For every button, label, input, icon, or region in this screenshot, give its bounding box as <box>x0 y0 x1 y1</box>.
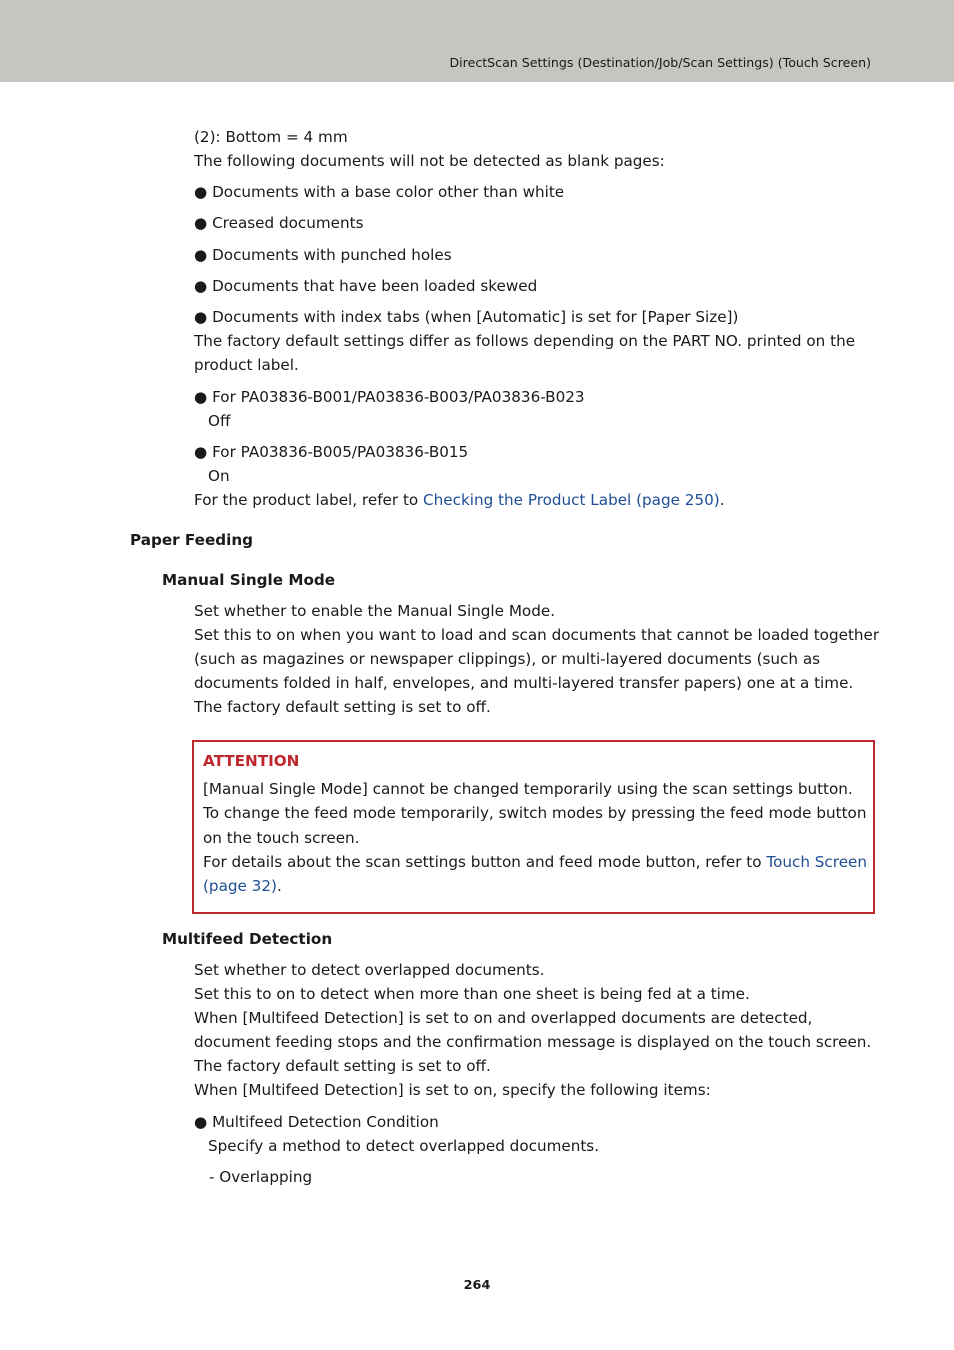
attention-details-suffix: . <box>276 877 282 895</box>
multifeed-text: document feeding stops and the confirmation message is displayed on the touch screen. <box>194 1033 872 1051</box>
part-number-b-value: On <box>208 467 230 485</box>
manual-single-text: (such as magazines or newspaper clippings), or multi-layered documents (such as <box>194 650 821 668</box>
multifeed-condition-desc: Specify a method to detect overlapped documents. <box>208 1137 600 1155</box>
multifeed-condition-item: ● Multifeed Detection Condition <box>194 1113 439 1131</box>
page-number: 264 <box>463 1278 491 1293</box>
attention-text: To change the feed mode temporarily, switch modes by pressing the feed mode button <box>203 804 867 822</box>
product-label-suffix: . <box>719 491 725 509</box>
attention-text: [Manual Single Mode] cannot be changed temporarily using the scan settings button. <box>203 780 853 798</box>
list-item: ● Documents with index tabs (when [Automatic] is set for [Paper Size]) <box>194 308 739 326</box>
list-item: ● Creased documents <box>194 214 364 232</box>
multifeed-detection-heading: Multifeed Detection <box>162 930 333 948</box>
attention-title: ATTENTION <box>203 752 300 770</box>
factory-default-text-cont: product label. <box>194 356 299 374</box>
factory-default-text: The factory default settings differ as follows depending on the PART NO. printed on the <box>194 332 856 350</box>
part-number-a: ● For PA03836-B001/PA03836-B003/PA03836-B023 <box>194 388 585 406</box>
page-header <box>0 0 954 82</box>
touch-screen-link[interactable]: Touch Screen <box>766 853 868 871</box>
attention-details-prefix: For details about the scan settings button and feed mode button, refer to <box>203 853 767 871</box>
attention-details <box>203 850 867 874</box>
manual-single-text: documents folded in half, envelopes, and multi-layered transfer papers) one at a time. <box>194 674 854 692</box>
manual-single-text: Set this to on when you want to load and scan documents that cannot be loaded together <box>194 626 880 644</box>
list-item: ● Documents with punched holes <box>194 246 452 264</box>
part-number-a-value: Off <box>208 412 231 430</box>
multifeed-condition-option: - Overlapping <box>209 1168 313 1186</box>
paper-feeding-heading: Paper Feeding <box>130 531 254 549</box>
manual-single-text: Set whether to enable the Manual Single Mode. <box>194 602 556 620</box>
multifeed-text: Set whether to detect overlapped documents. <box>194 961 545 979</box>
header-title: DirectScan Settings (Destination/Job/Scan Settings) (Touch Screen) <box>449 55 871 70</box>
product-label-link[interactable]: Checking the Product Label (page 250) <box>423 491 720 509</box>
not-detected-intro: The following documents will not be detected as blank pages: <box>194 152 665 170</box>
multifeed-text: Set this to on to detect when more than one sheet is being fed at a time. <box>194 985 750 1003</box>
manual-single-mode-heading: Manual Single Mode <box>162 571 336 589</box>
list-item: ● Documents with a base color other than white <box>194 183 565 201</box>
attention-details-cont <box>203 874 282 898</box>
list-item: ● Documents that have been loaded skewed <box>194 277 538 295</box>
multifeed-text: When [Multifeed Detection] is set to on and overlapped documents are detected, <box>194 1009 813 1027</box>
product-label-prefix: For the product label, refer to <box>194 491 424 509</box>
part-number-b: ● For PA03836-B005/PA03836-B015 <box>194 443 469 461</box>
product-label-ref <box>194 488 725 512</box>
manual-single-text: The factory default setting is set to off. <box>194 698 491 716</box>
multifeed-text: When [Multifeed Detection] is set to on, specify the following items: <box>194 1081 711 1099</box>
touch-screen-page-link[interactable]: (page 32) <box>203 877 277 895</box>
attention-text: on the touch screen. <box>203 829 360 847</box>
bottom-margin-line: (2): Bottom = 4 mm <box>194 128 348 146</box>
multifeed-text: The factory default setting is set to off. <box>194 1057 491 1075</box>
